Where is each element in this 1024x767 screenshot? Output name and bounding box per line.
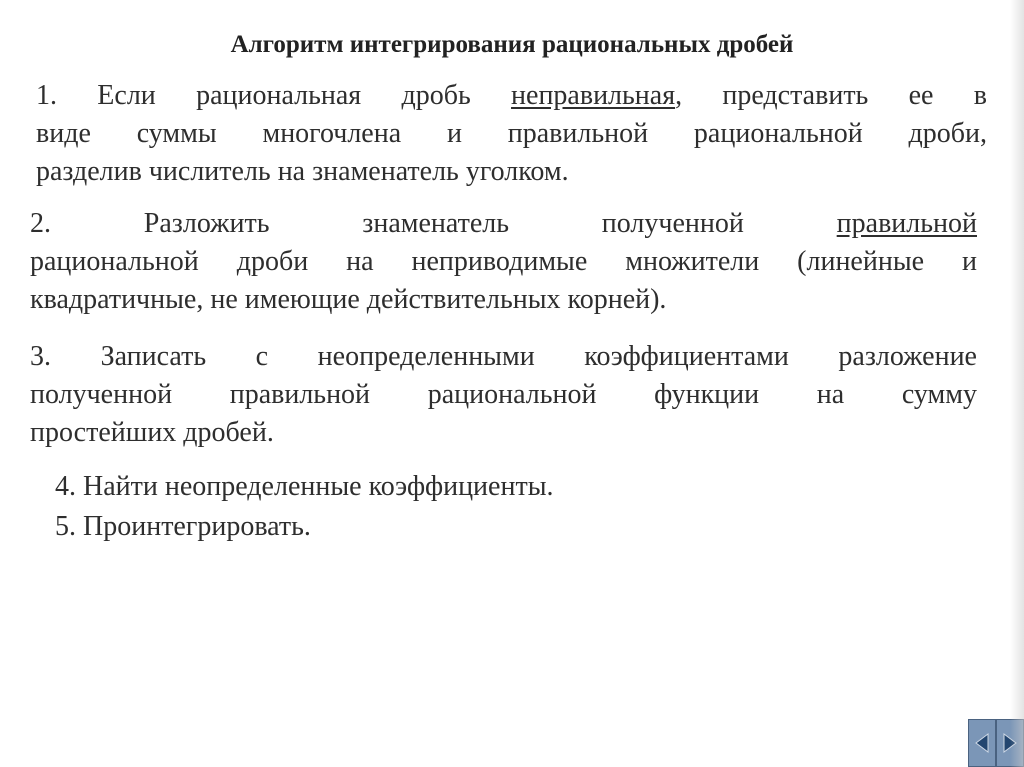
- step-1: [36, 77, 987, 191]
- underlined-term: правильной: [836, 208, 977, 239]
- step-2-line-2: рациональной дроби на неприводимые множители (линейные и: [30, 246, 977, 277]
- forward-triangle-icon: [1001, 731, 1019, 755]
- step-3: [30, 338, 977, 452]
- step-3-line-3: простейших дробей.: [30, 417, 274, 448]
- slide-navigation: [968, 719, 1024, 767]
- step-2-line-3: квадратичные, не имеющие действительных корней).: [30, 284, 667, 315]
- step-4: 4. Найти неопределенные коэффициенты.: [55, 471, 554, 502]
- step-1-text-end: , представить ее в: [675, 80, 987, 111]
- step-1-line-1: [36, 77, 987, 115]
- step-5: 5. Проинтегрировать.: [55, 511, 311, 542]
- back-triangle-icon: [973, 731, 991, 755]
- step-1-line-2: виде суммы многочлена и правильной рациональной дроби,: [36, 118, 987, 149]
- step-3-line-1: 3. Записать с неопределенными коэффициентами разложение: [30, 341, 977, 372]
- step-2-line-1: [30, 205, 977, 243]
- step-2: [30, 205, 977, 319]
- step-1-text: 1. Если рациональная дробь: [36, 80, 512, 111]
- previous-slide-button[interactable]: [968, 719, 996, 767]
- slide-title: Алгоритм интегрирования рациональных дробей: [230, 31, 794, 58]
- next-slide-button[interactable]: [996, 719, 1024, 767]
- step-1-line-3: разделив числитель на знаменатель уголком.: [36, 156, 569, 187]
- step-3-line-2: полученной правильной рациональной функции на сумму: [30, 379, 977, 410]
- underlined-term: неправильная: [511, 80, 676, 111]
- step-2-text: 2. Разложить знаменатель полученной: [30, 208, 837, 239]
